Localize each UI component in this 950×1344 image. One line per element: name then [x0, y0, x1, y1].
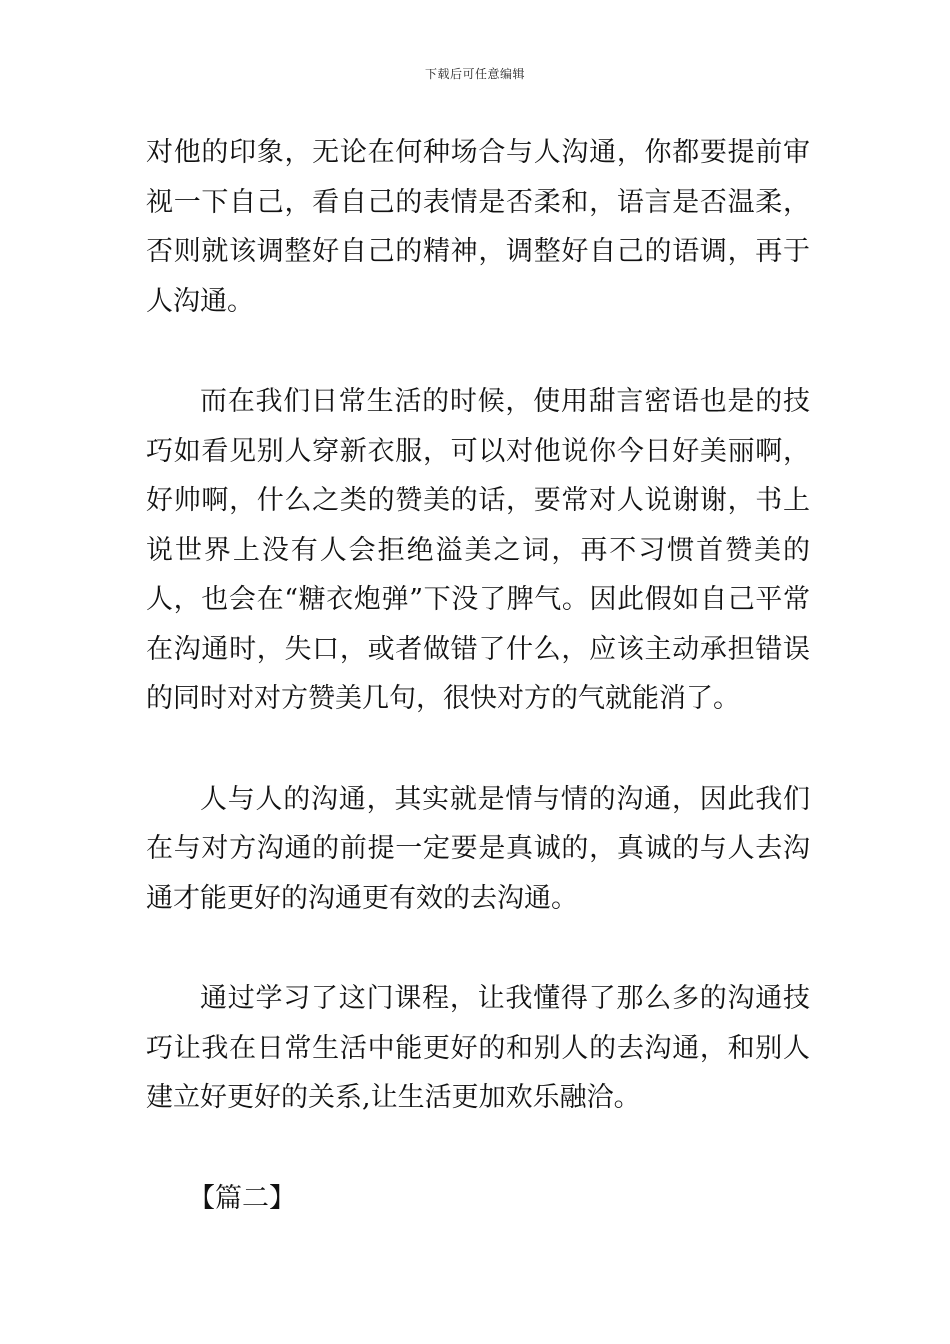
paragraph-conclusion: 通过学习了这门课程，让我懂得了那么多的沟通技巧让我在日常生活中能更好的和别人的去沟通，和别人建立好更好的关系,让生活更加欢乐融洽。 [146, 983, 810, 1113]
document-body [146, 128, 810, 1223]
paragraph-compliments: 而在我们日常生活的时候，使用甜言密语也是的技巧如看见别人穿新衣服，可以对他说你今日好美丽啊，好帅啊，什么之类的赞美的话，要常对人说谢谢，书上说世界上没有人会拒绝溢美之词，再不习惯首赞美的人，也会在“糖衣炮弹”下没了脾气。因此假如自己平常在沟通时，失口，或者做错了什么，应该主动承担错误的同时对对方赞美几句，很快对方的气就能消了。 [146, 386, 810, 714]
page-header: 下载后可任意编辑 [424, 67, 525, 81]
section-heading: 【篇二】 [188, 1182, 296, 1214]
paragraph-sincerity: 人与人的沟通，其实就是情与情的沟通，因此我们在与对方沟通的前提一定要是真诚的，真诚的与人去沟通才能更好的沟通更有效的去沟通。 [146, 783, 810, 914]
paragraph-continuation: 对他的印象，无论在何种场合与人沟通，你都要提前审视一下自己，看自己的表情是否柔和，语言是否温柔，否则就该调整好自己的精神，调整好自己的语调，再于人沟通。 [146, 137, 810, 317]
